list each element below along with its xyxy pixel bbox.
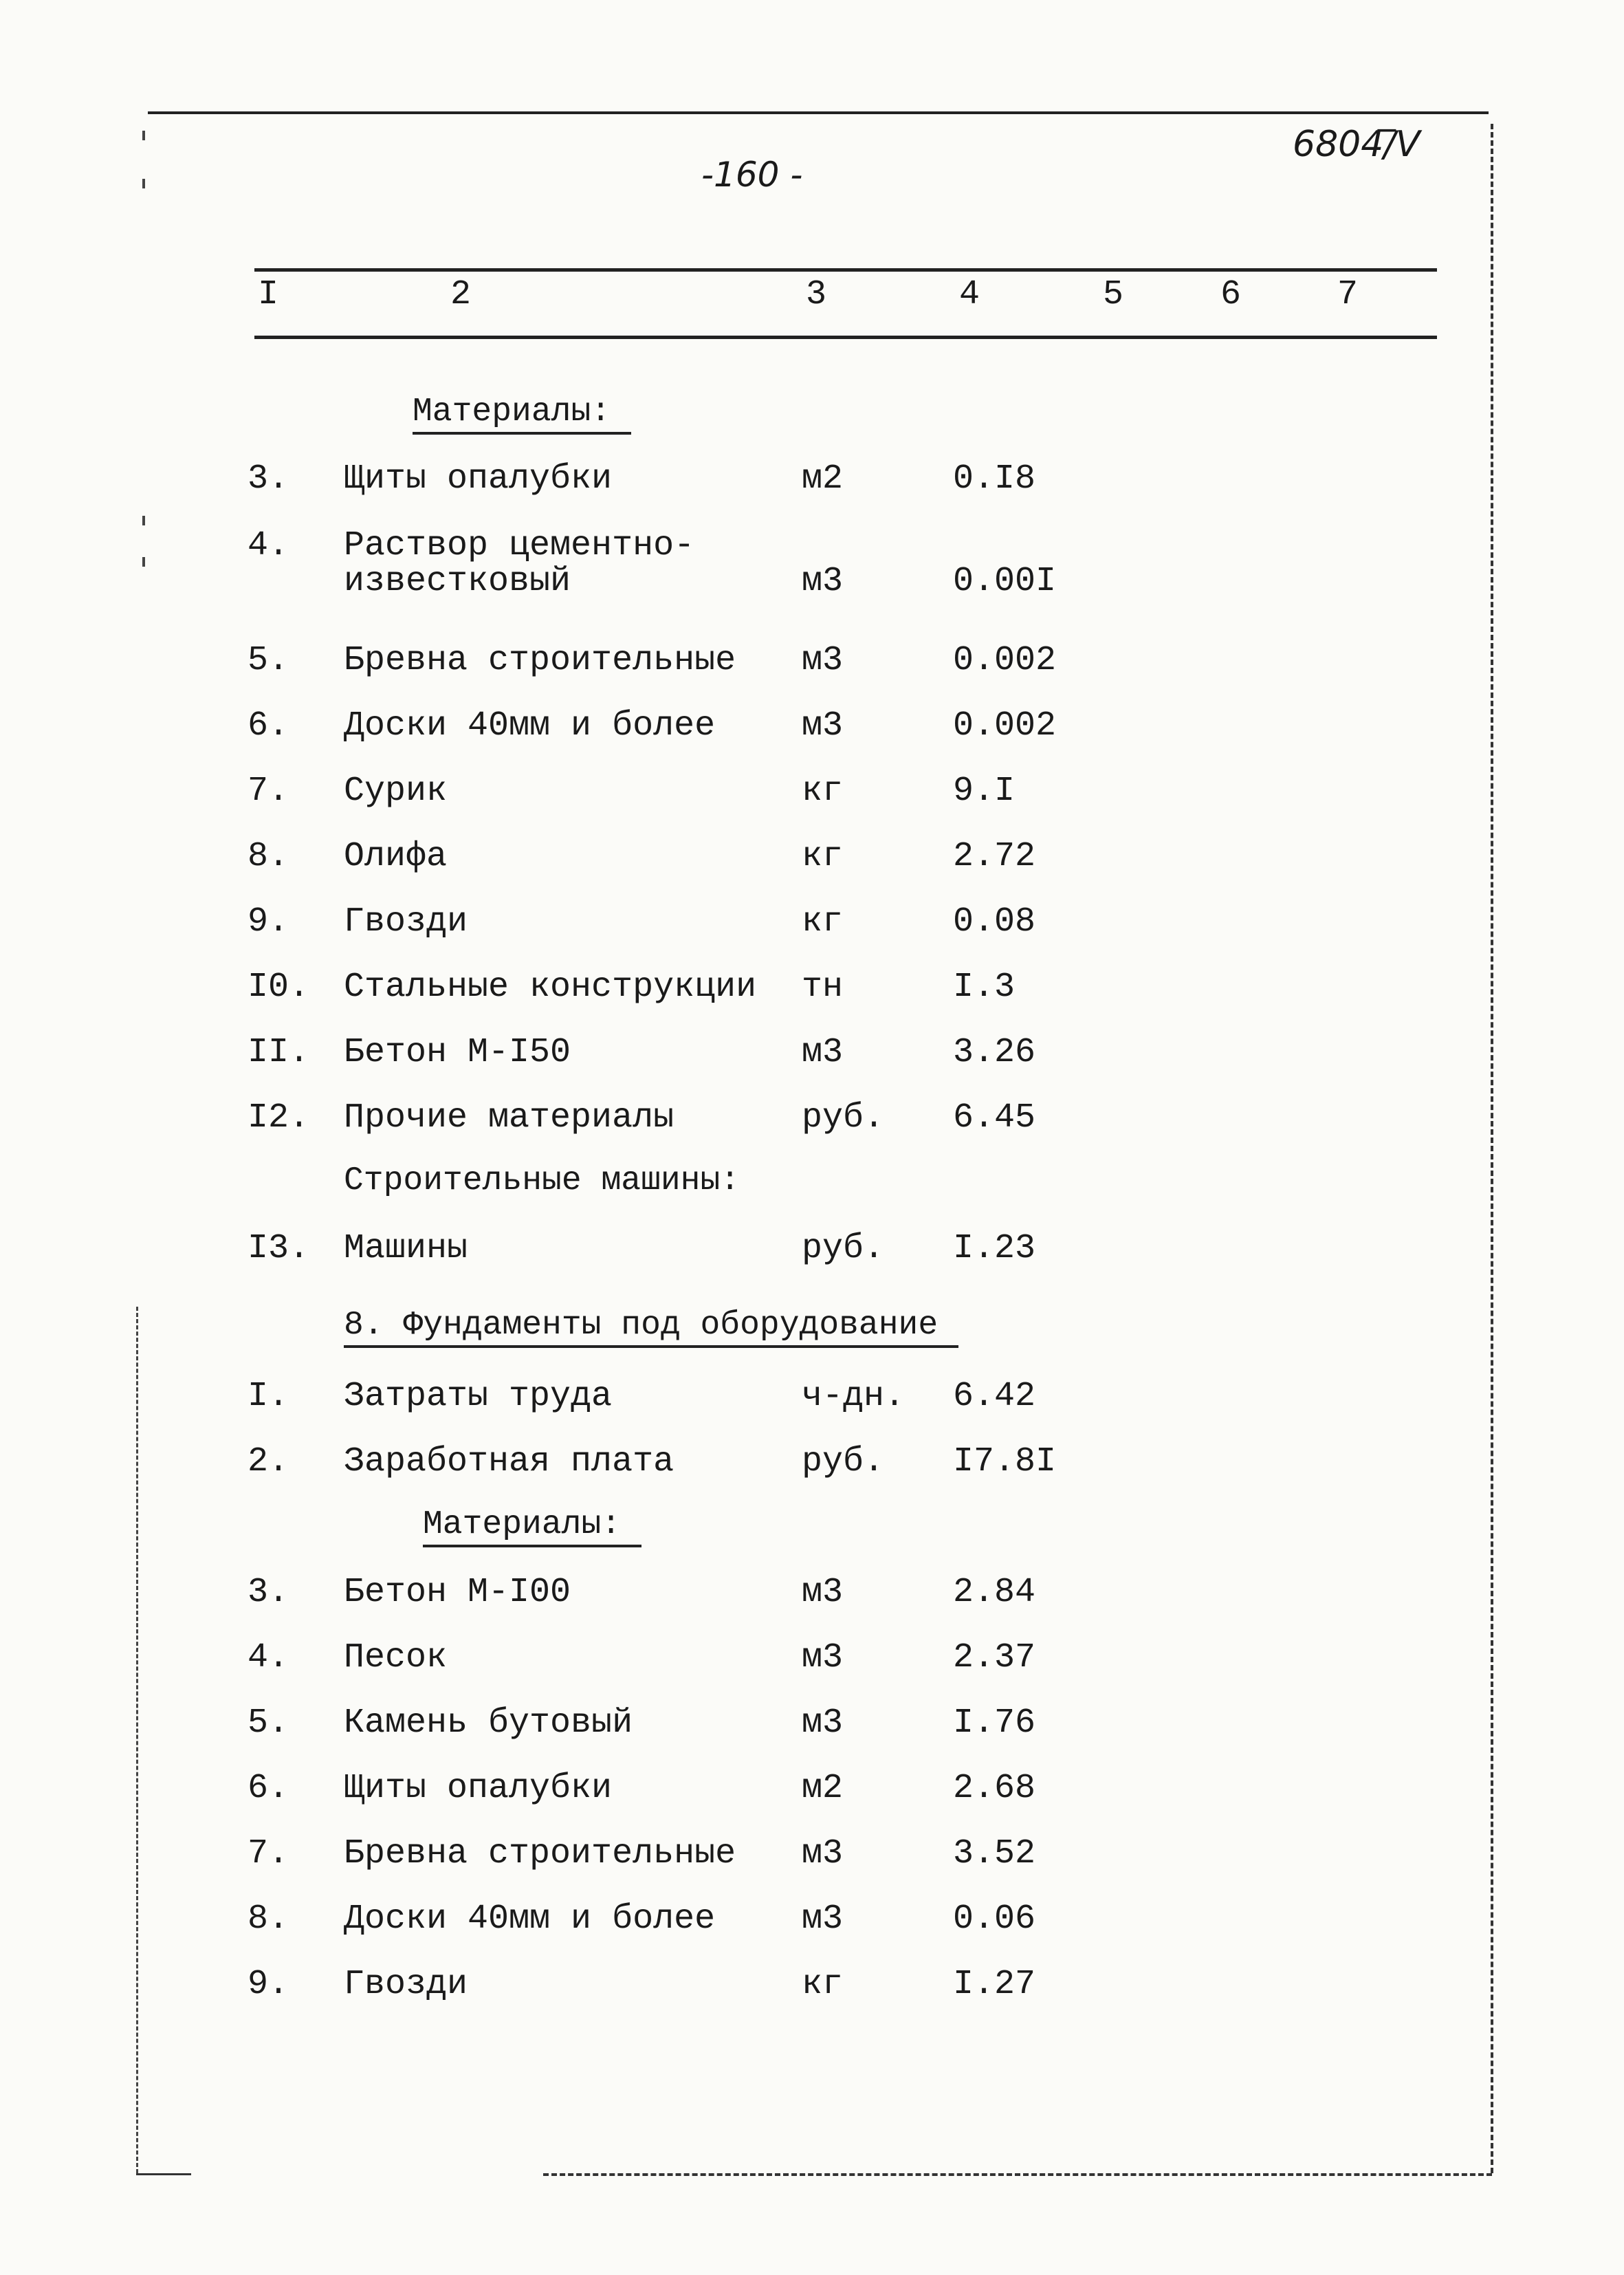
margin-mark (142, 131, 145, 140)
column-header-6: 6 (1220, 275, 1242, 314)
row-unit: кг (802, 772, 844, 811)
row-name: Заработная плата (344, 1442, 674, 1481)
row-number: II. (248, 1033, 310, 1072)
row-value: 0.002 (953, 706, 1057, 745)
column-header-2: 2 (450, 275, 472, 314)
row-value: I7.8I (953, 1442, 1057, 1481)
table-row (248, 526, 1416, 609)
row-number: 3. (248, 459, 289, 499)
row-unit: м3 (802, 1703, 844, 1743)
row-number: 6. (248, 1769, 289, 1808)
row-number: 5. (248, 641, 289, 680)
row-name: Гвозди (344, 1965, 468, 2004)
frame-bottom-border (543, 2173, 1492, 2176)
row-number: 7. (248, 1834, 289, 1873)
row-name: Бревна строительные (344, 641, 736, 680)
margin-mark (142, 179, 145, 188)
row-unit: кг (802, 837, 844, 876)
row-unit: кг (802, 1965, 844, 2004)
row-name: Машины (344, 1229, 468, 1268)
row-number: I. (248, 1377, 289, 1416)
row-value: I.3 (953, 968, 1016, 1007)
margin-mark (142, 557, 145, 567)
row-unit: ч-дн. (802, 1377, 906, 1416)
row-number: 2. (248, 1442, 289, 1481)
page-number: -160 - (701, 155, 803, 195)
row-name: Песок (344, 1638, 448, 1677)
row-number: I0. (248, 968, 310, 1007)
row-number: 7. (248, 772, 289, 811)
table-header-rule-top (254, 268, 1437, 272)
row-unit: м3 (802, 1638, 844, 1677)
table-row (248, 902, 1416, 944)
column-header-7: 7 (1337, 275, 1359, 314)
table-row (248, 1573, 1416, 1614)
row-unit: м3 (802, 1834, 844, 1873)
row-number: 4. (248, 1638, 289, 1677)
row-value: 9.I (953, 772, 1016, 811)
table-row (248, 1377, 1416, 1418)
column-header-5: 5 (1103, 275, 1124, 314)
row-value: 0.00I (953, 562, 1057, 601)
table-row (248, 1098, 1416, 1140)
row-unit: тн (802, 968, 844, 1007)
table-row (248, 837, 1416, 878)
table-row (248, 1834, 1416, 1875)
document-code: 6804/̅V (1293, 124, 1420, 165)
row-value: 6.42 (953, 1377, 1036, 1416)
row-number: 5. (248, 1703, 289, 1743)
section-heading-machines: Строительные машины: (344, 1162, 740, 1199)
row-value: 2.84 (953, 1573, 1036, 1612)
table-header-rule-bottom (254, 336, 1437, 339)
row-number: 8. (248, 1900, 289, 1939)
row-name: Стальные конструкции (344, 968, 757, 1007)
column-header-1: I (258, 275, 279, 314)
row-value: 0.I8 (953, 459, 1036, 499)
row-name-continued: известковый (344, 562, 571, 601)
table-row (248, 968, 1416, 1009)
frame-bottom-left-border (136, 2173, 191, 2175)
margin-mark (142, 516, 145, 525)
row-number: 6. (248, 706, 289, 745)
row-value: 2.68 (953, 1769, 1036, 1808)
table-row (248, 1229, 1416, 1270)
row-name: Сурик (344, 772, 448, 811)
row-value: 3.52 (953, 1834, 1036, 1873)
row-value: I.76 (953, 1703, 1036, 1743)
row-unit: руб. (802, 1229, 885, 1268)
frame-top-border (148, 111, 1489, 114)
row-name: Камень бутовый (344, 1703, 633, 1743)
table-row (248, 641, 1416, 682)
row-number: 3. (248, 1573, 289, 1612)
table-row (248, 1965, 1416, 2006)
row-name: Затраты труда (344, 1377, 613, 1416)
row-number: 4. (248, 526, 289, 565)
row-value: 0.08 (953, 902, 1036, 941)
row-number: I2. (248, 1098, 310, 1138)
row-value: 0.002 (953, 641, 1057, 680)
row-name: Олифа (344, 837, 448, 876)
table-row (248, 1900, 1416, 1941)
row-unit: кг (802, 902, 844, 941)
column-header-4: 4 (959, 275, 980, 314)
row-unit: м3 (802, 706, 844, 745)
row-unit: м3 (802, 1033, 844, 1072)
row-unit: м3 (802, 562, 844, 601)
row-value: 0.06 (953, 1900, 1036, 1939)
row-value: 3.26 (953, 1033, 1036, 1072)
section-heading-materials: Материалы: (413, 393, 611, 431)
row-unit: м2 (802, 459, 844, 499)
row-name: Прочие материалы (344, 1098, 674, 1138)
table-row (248, 459, 1416, 501)
row-number: 9. (248, 902, 289, 941)
row-value: I.27 (953, 1965, 1036, 2004)
section-heading-materials: Материалы: (423, 1506, 622, 1543)
row-unit: руб. (802, 1098, 885, 1138)
table-row (248, 1442, 1416, 1483)
row-name: Бетон М-I00 (344, 1573, 571, 1612)
row-unit: м3 (802, 1573, 844, 1612)
row-unit: м2 (802, 1769, 844, 1808)
row-number: 8. (248, 837, 289, 876)
row-name: Щиты опалубки (344, 1769, 613, 1808)
section-heading-foundations: 8. Фундаменты под оборудование (344, 1307, 939, 1344)
row-value: 2.72 (953, 837, 1036, 876)
row-unit: м3 (802, 641, 844, 680)
table-row (248, 1638, 1416, 1679)
row-number: 9. (248, 1965, 289, 2004)
row-name: Доски 40мм и более (344, 706, 716, 745)
row-value: 2.37 (953, 1638, 1036, 1677)
row-value: I.23 (953, 1229, 1036, 1268)
table-row (248, 1703, 1416, 1745)
row-name: Щиты опалубки (344, 459, 613, 499)
row-name: Бревна строительные (344, 1834, 736, 1873)
table-row (248, 1769, 1416, 1810)
row-number: I3. (248, 1229, 310, 1268)
row-name: Бетон М-I50 (344, 1033, 571, 1072)
row-unit: м3 (802, 1900, 844, 1939)
table-row (248, 706, 1416, 748)
row-name: Гвозди (344, 902, 468, 941)
column-header-3: 3 (806, 275, 827, 314)
row-unit: руб. (802, 1442, 885, 1481)
row-name: Раствор цементно- (344, 526, 695, 565)
table-row (248, 1033, 1416, 1074)
table-row (248, 772, 1416, 813)
frame-left-border (136, 1307, 138, 2173)
row-name: Доски 40мм и более (344, 1900, 716, 1939)
row-value: 6.45 (953, 1098, 1036, 1138)
frame-right-border (1491, 124, 1493, 2173)
